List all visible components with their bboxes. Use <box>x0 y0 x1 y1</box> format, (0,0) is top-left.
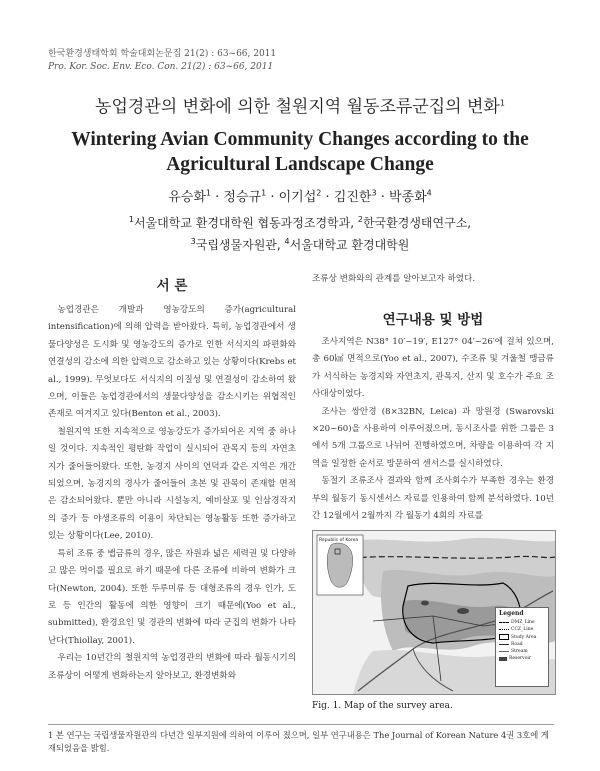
paragraph: 동절기 조류조사 결과와 함께 조사회수가 부족한 경우는 환경부의 월동기 동시센서스 자료를 인용하여 함께 분석하였다. 10년간 12월에서 2월까지 각 월동기 4회의 자료를 <box>312 476 554 522</box>
affiliation-sup: 3 <box>190 237 196 246</box>
survey-area-map <box>312 530 556 695</box>
title-korean-text: 농업경관의 변화에 의한 철원지역 월동조류군집의 변화 <box>95 97 500 117</box>
figure-caption: Fig. 1. Map of the survey area. <box>312 701 453 711</box>
affiliation-3: 국립생물자원관, <box>195 238 285 252</box>
author-sup: 2 <box>316 188 322 198</box>
affiliation-sup: 2 <box>357 215 363 224</box>
affiliation-2: 한국환경생태연구소, <box>362 216 472 230</box>
legend-swatch-ccz <box>499 629 509 630</box>
section-heading-introduction: 서 론 <box>156 278 188 294</box>
paragraph: 농업경관은 개발과 영농강도의 증가(agricultural intensification)에 의해 압력을 받아왔다. 특히, 농업경관에서 생물다양성은 도시화 및 영농강도의 증가로 인한 서식지의 파편화와 연결성의 감소에 의한 압력으로 감소하고 있는 상황이다(Krebs et al., 1999). 무엇보다도 서식지의 이질성 및 연결성이 감소하여 왔으며, 이들은 농업경관에서의 생물다양성을 감소시키는 위협적인 존재로 여겨지고 있다(Benton et al., 2003). <box>48 305 296 420</box>
affiliation-line-1 <box>0 214 600 231</box>
author-sup: 1 <box>205 188 212 198</box>
journal-citation-korean: 한국환경생태학회 학술대회논문집 21(2) : 63~66, 2011 <box>48 49 277 59</box>
legend-item <box>496 641 548 648</box>
affiliation-4: 서울대학교 환경대학원 <box>289 238 410 252</box>
paragraph: 조사지역은 N38° 10′~19′, E127° 04′~26′에 걸쳐 있으며, 총 60㎢ 면적으로(Yoo et al., 2007), 수조류 및 겨울철 맹금류가 서식하는 농경지와 자연초지, 관목지, 산지 및 호수가 주요 조사대상이었다. <box>312 337 554 400</box>
inset-label: Republic of Korea <box>319 538 359 543</box>
journal-citation-english: Pro. Kor. Soc. Env. Eco. Con. 21(2) : 63~66, 2011 <box>48 62 274 72</box>
paragraph: 철원지역 또한 지속적으로 영농강도가 증가되어온 지역 중 하나일 것이다. 지속적인 평탄화 작업이 실시되어 관목지 등의 자연초지가 줄어들어왔다. 또한, 농경지 사이의 언덕과 같은 지역은 개간되었으며, 농경지의 경사가 줄어들어 초본 및 관목이 존재할 면적은 감소되어왔다. 뿐만 아니라 시설농지, 예비살포 및 인삼경작지의 증가 등 야생조류의 이용이 차단되는 영농활동 또한 증가하고 있는 상황이다(Lee, 2010). <box>48 426 296 542</box>
author-separator: · <box>270 190 279 205</box>
affiliation-sup: 1 <box>128 215 134 224</box>
author-sup: 4 <box>426 188 432 198</box>
legend-item-label: Reservoir <box>509 656 532 661</box>
paragraph: 조류상 변화와의 관계를 알아보고자 하였다. <box>312 274 476 284</box>
section-heading-methods: 연구내용 및 방법 <box>382 312 484 328</box>
legend-title: Legend <box>499 610 524 617</box>
legend-swatch-reservoir <box>499 657 507 661</box>
title-english-line-2: Agricultural Landscape Change <box>166 154 434 175</box>
author-separator: · <box>325 190 334 205</box>
legend-item <box>496 626 548 633</box>
legend-swatch-road <box>499 644 509 645</box>
title-korean <box>0 92 600 117</box>
author-name: 박종화 <box>388 190 427 205</box>
legend-item <box>496 633 548 641</box>
map-legend <box>495 607 549 687</box>
footnote: 1 본 연구는 국립생물자원관의 다년간 일부지원에 의하여 이루어 졌으며, 일부 연구내용은 The Journal of Korean Nature 4권 3호에 게재되었음을 밝힘. <box>48 730 549 753</box>
legend-item <box>496 655 548 662</box>
footnote-divider <box>48 724 554 725</box>
paragraph: 우리는 10년간의 철원지역 농업경관의 변화에 따라 월동시기의 조류상이 어떻게 변화하는지 알아보고, 환경변화와 <box>48 653 296 681</box>
legend-item-label: CCZ_Line <box>511 627 534 632</box>
legend-swatch-stream <box>499 651 509 652</box>
affiliation-line-2 <box>0 236 600 253</box>
legend-swatch-dmz <box>499 622 509 623</box>
paragraph: 조사는 쌍안경 (8×32BN, Leica) 과 망원경 (Swarovski ×20~60)을 사용하여 이루어졌으며, 동시조사를 위한 그룹은 3에서 5개 그룹으로 나뉘어 진행하였으며, 차량을 이용하여 각 지역을 일정한 순서로 방문하여 센서스를 실시하였다. <box>312 406 554 469</box>
legend-item-label: DMZ_Line <box>511 620 535 625</box>
author-separator: · <box>215 190 224 205</box>
author-sup: 3 <box>371 188 377 198</box>
author-name: 이기섭 <box>278 190 317 205</box>
legend-item <box>496 648 548 655</box>
legend-item-label: Road <box>511 642 523 647</box>
affiliation-1: 서울대학교 환경대학원 협동과정조경학과, <box>133 216 358 230</box>
introduction-continuation <box>312 271 554 288</box>
paragraph: 특히 조류 중 뱁금류의 경우, 많은 자원과 넓은 세력권 및 다양하고 많은 먹이를 필요로 하기 때문에 다른 조류에 비하여 변화가 크다(Newton, 2004). 또한 두루미류 등 대형조류의 경우 인가, 도로 등 인간의 활동에 의한 영향이 크기 때문에(Yoo et al., submitted), 환경요인 및 경관의 변화에 따라 군집의 변화가 나타난다(Thiollay, 2001). <box>48 548 296 646</box>
title-footnote-marker: 1 <box>499 98 505 108</box>
author-list <box>0 186 600 205</box>
affiliation-sup: 4 <box>284 237 290 246</box>
author-name: 정승규 <box>223 190 262 205</box>
title-english-line-1: Wintering Avian Community Changes according to the <box>71 129 529 150</box>
introduction-body <box>48 302 296 685</box>
legend-item <box>496 619 548 626</box>
legend-item-label: Study Area <box>511 634 537 640</box>
author-separator: · <box>380 190 389 205</box>
legend-item-label: Stream <box>511 649 528 654</box>
author-name: 유승화 <box>168 190 206 205</box>
title-english <box>40 127 560 177</box>
methods-body <box>312 334 554 525</box>
legend-swatch-study-area <box>499 634 509 640</box>
author-name: 김진한 <box>333 190 372 205</box>
author-sup: 1 <box>261 188 267 198</box>
